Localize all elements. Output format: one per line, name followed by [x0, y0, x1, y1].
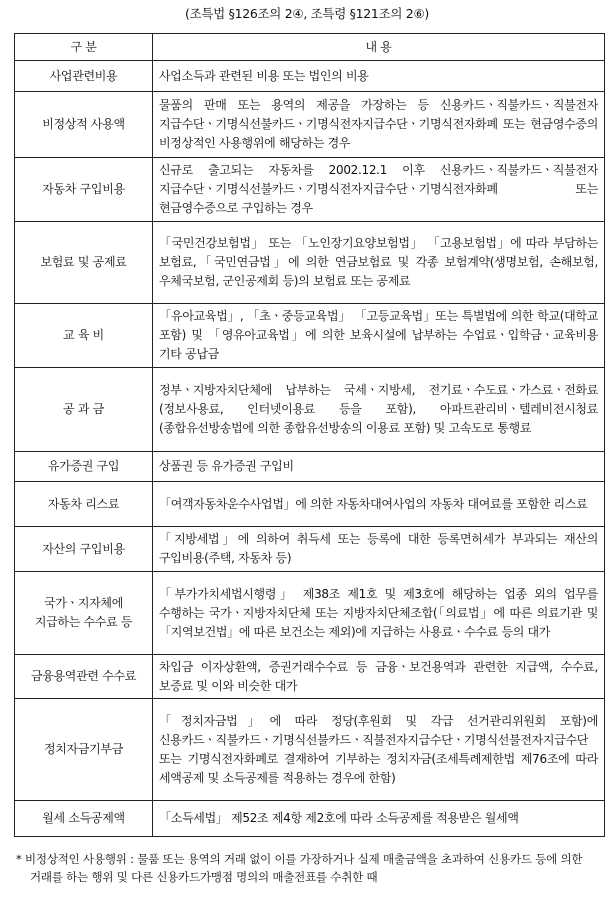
row-category: 사업관련비용 [15, 61, 153, 92]
table-row [15, 61, 605, 92]
deduction-exclusion-table [14, 33, 605, 837]
row-category: 금융용역관련 수수료 [15, 655, 153, 699]
table-caption: (조특법 §126조의 2④, 조특령 §121조의 2⑥) [185, 6, 429, 21]
row-content: 신규로 출고되는 자동차를 2002.12.1 이후 신용카드ㆍ직불카드ㆍ직불전자 지급수단ㆍ기명식선불카드ㆍ기명식전자지급수단ㆍ기명식전자화폐 또는 현금영수증으로 구입하는 경우 [153, 158, 605, 222]
row-category: 보험료 및 공제료 [15, 222, 153, 304]
table-row [15, 304, 605, 368]
row-content: 「여객자동차운수사업법」에 의한 자동차대여사업의 자동차 대여료를 포함한 리스료 [153, 482, 605, 527]
row-content: 「유아교육법」, 「초ㆍ중등교육법」 「고등교육법」또는 특별법에 의한 학교(대학교 포함) 및 「영유아교육법」에 의한 보육시설에 납부하는 수업료ㆍ입학금ㆍ교육비용 기타 공납금 [153, 304, 605, 368]
table-row [15, 699, 605, 801]
table-row [15, 92, 605, 158]
row-category: 교 육 비 [15, 304, 153, 368]
row-category: 공 과 금 [15, 368, 153, 452]
row-category: 유가증권 구입 [15, 452, 153, 482]
table-row [15, 655, 605, 699]
row-content: 「부가가치세법시행령」 제38조 제1호 및 제3호에 해당하는 업종 외의 업무를 수행하는 국가ㆍ지방자치단체 또는 지방자치단체조합(「의료법」에 따른 의료기관 및 「지역보건법」에 따른 보건소는 제외)에 지급하는 사용료ㆍ수수료 등의 대가 [153, 572, 605, 655]
table-row [15, 572, 605, 655]
table-row [15, 452, 605, 482]
table-row [15, 222, 605, 304]
table-row [15, 158, 605, 222]
row-content: 「국민건강보험법」 또는 「노인장기요양보험법」 「고용보험법」에 따라 부담하는 보험료,「국민연금법」에 의한 연금보험료 및 각종 보험계약(생명보험, 손해보험,우체국보험, 군인공제회 등)의 보험료 또는 공제료 [153, 222, 605, 304]
row-content: 상품권 등 유가증권 구입비 [153, 452, 605, 482]
row-category: 자동차 구입비용 [15, 158, 153, 222]
table-row [15, 368, 605, 452]
table-header-row [15, 34, 605, 61]
row-content: 「지방세법」에 의하여 취득세 또는 등록에 대한 등록면허세가 부과되는 재산의 구입비용(주택, 자동차 등) [153, 527, 605, 572]
header-category: 구 분 [15, 34, 153, 61]
row-content: 정부ㆍ지방자치단체에 납부하는 국세ㆍ지방세, 전기료ㆍ수도료ㆍ가스료ㆍ전화료(정보사용료, 인터넷이용료 등을 포함), 아파트관리비ㆍ텔레비전시청료(종합유선방송법에 의한 종합유선방송의 이용료 포함) 및 고속도로 통행료 [153, 368, 605, 452]
row-content: 차입금 이자상환액, 증권거래수수료 등 금융ㆍ보건용역과 관련한 지급액, 수수료, 보증료 및 이와 비슷한 대가 [153, 655, 605, 699]
table-row [15, 482, 605, 527]
row-content: 「정치자금법」에 따라 정당(후원회 및 각급 선거관리위원회 포함)에 신용카드ㆍ직불카드ㆍ기명식선불카드ㆍ직불전자지급수단ㆍ기명식선불전자지급수단 또는 기명식전자화폐로 결재하여 기부하는 정치자금(조세특례제한법 제76조에 따라 세액공제 및 소득공제를 적용하는 경우에 한함) [153, 699, 605, 801]
table-row [15, 801, 605, 837]
row-content: 물품의 판매 또는 용역의 제공을 가장하는 등 신용카드ㆍ직불카드ㆍ직불전자 지급수단ㆍ기명식선불카드ㆍ기명식전자지급수단ㆍ기명식전자화폐 또는 현금영수증의 비정상적인 사용행위에 해당하는 경우 [153, 92, 605, 158]
row-category: 정치자금기부금 [15, 699, 153, 801]
table-row [15, 527, 605, 572]
row-category: 월세 소득공제액 [15, 801, 153, 837]
row-content: 사업소득과 관련된 비용 또는 법인의 비용 [153, 61, 605, 92]
row-category: 국가ㆍ지자체에 지급하는 수수료 등 [15, 572, 153, 655]
row-category: 자산의 구입비용 [15, 527, 153, 572]
row-category: 자동차 리스료 [15, 482, 153, 527]
header-content: 내 용 [153, 34, 605, 61]
row-content: 「소득세법」 제52조 제4항 제2호에 따라 소득공제를 적용받은 월세액 [153, 801, 605, 837]
footnote: * 비정상적인 사용행위 : 물품 또는 용역의 거래 없이 이를 가장하거나 실제 매출금액을 초과하여 신용카드 등에 의한 거래를 하는 행위 및 다른 신용카드가맹점 명의의 매출전표를 수취한 때 [16, 852, 583, 884]
row-category: 비정상적 사용액 [15, 92, 153, 158]
